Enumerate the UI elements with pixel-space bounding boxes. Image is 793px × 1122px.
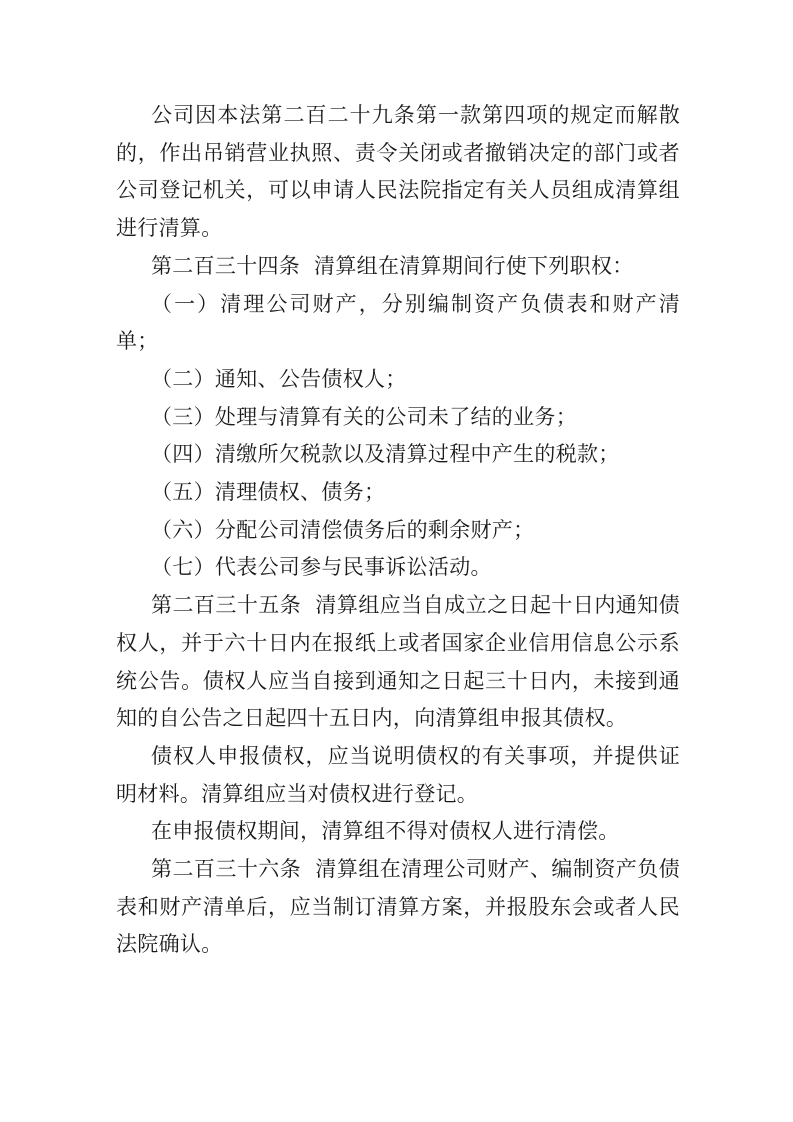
paragraph-article-229-clause: 公司因本法第二百二十九条第一款第四项的规定而解散的，作出吊销营业执照、责令关闭或者撤销决定的部门或者公司登记机关，可以申请人民法院指定有关人员组成清算组进行清算。 xyxy=(116,103,680,241)
paragraph-creditor-claim: 债权人申报债权，应当说明债权的有关事项，并提供证明材料。清算组应当对债权进行登记。 xyxy=(116,743,680,806)
paragraph-article-235: 第二百三十五条 清算组应当自成立之日起十日内通知债权人，并于六十日内在报纸上或者国家企业信用信息公示系统公告。债权人应当自接到通知之日起三十日内，未接到通知的自公告之日起四十五日内，向清算组申报其债权。 xyxy=(116,593,680,731)
list-item-duty-6: （六）分配公司清偿债务后的剩余财产； xyxy=(151,517,535,542)
document-body xyxy=(116,97,680,964)
list-item-duty-3: （三）处理与清算有关的公司未了结的业务； xyxy=(151,404,577,429)
paragraph-no-repayment: 在申报债权期间，清算组不得对债权人进行清偿。 xyxy=(151,819,620,844)
list-item-duty-1: （一）清理公司财产，分别编制资产负债表和财产清单； xyxy=(116,291,680,354)
paragraph-article-234: 第二百三十四条 清算组在清算期间行使下列职权： xyxy=(151,253,634,278)
paragraph-article-236: 第二百三十六条 清算组在清理公司财产、编制资产负债表和财产清单后，应当制订清算方案，并报股东会或者人民法院确认。 xyxy=(116,857,680,957)
list-item-duty-7: （七）代表公司参与民事诉讼活动。 xyxy=(151,555,492,580)
list-item-duty-4: （四）清缴所欠税款以及清算过程中产生的税款； xyxy=(151,442,620,467)
list-item-duty-5: （五）清理债权、债务； xyxy=(151,480,386,505)
list-item-duty-2: （二）通知、公告债权人； xyxy=(151,366,407,391)
